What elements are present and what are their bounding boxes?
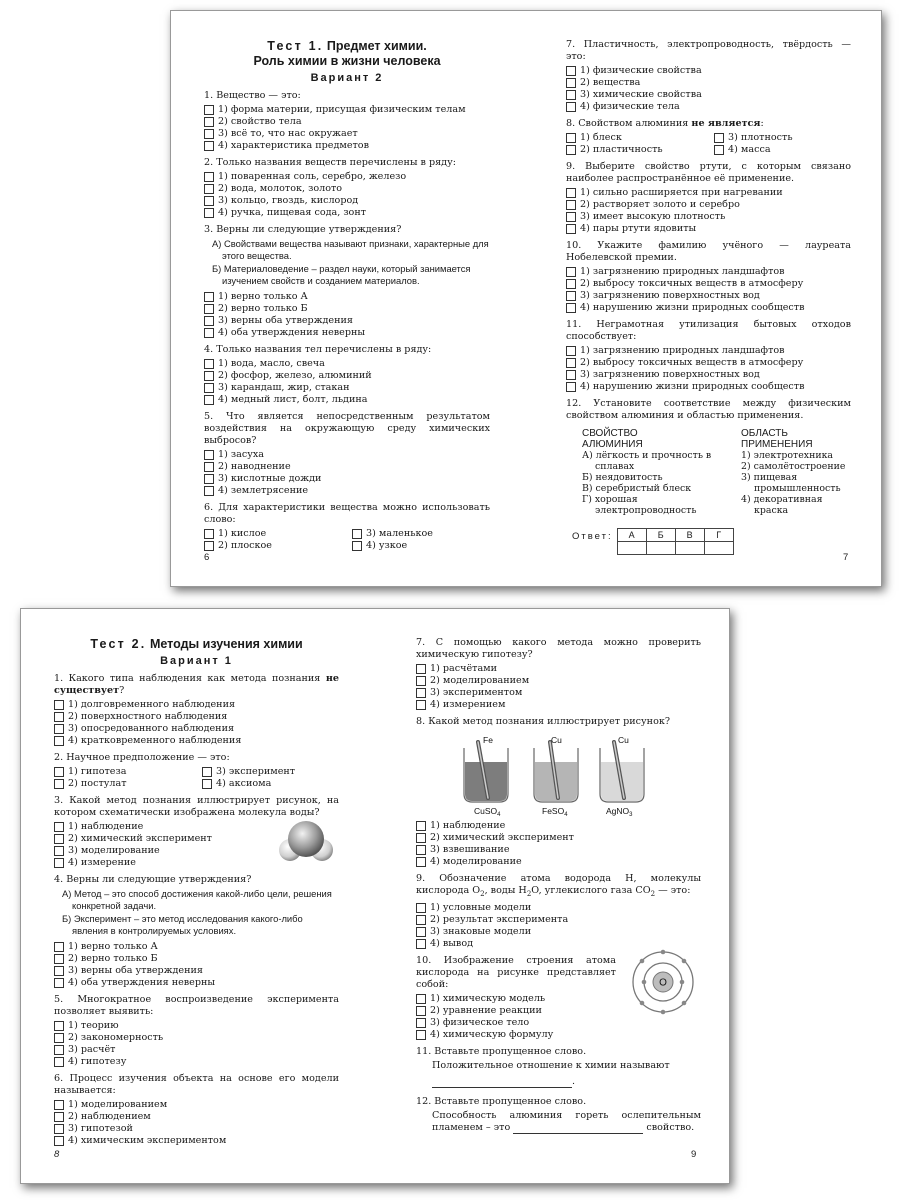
test1-spread	[170, 10, 882, 587]
checkbox[interactable]	[54, 767, 64, 777]
matching-item: А) лёгкость и прочность в сплавах	[582, 450, 712, 472]
checkbox[interactable]	[416, 1030, 426, 1040]
t1-question-5: 5. Что является непосредственным результатом воздействия на окружающую среду химических выбросов? 1) засуха 2) наводнение 3) кислотные дожди 4) землетрясение	[204, 411, 490, 496]
answer-option[interactable]: 1) химическую модель	[416, 993, 701, 1005]
checkbox[interactable]	[204, 371, 214, 381]
answer-cell[interactable]	[646, 542, 675, 555]
answer-option[interactable]: 1) блеск	[566, 132, 714, 144]
answer-col-header: Б	[646, 529, 675, 542]
checkbox[interactable]	[54, 1112, 64, 1122]
matching-item: Б) неядовитость	[582, 472, 663, 483]
answer-option[interactable]: 1) поваренная соль, серебро, железо	[204, 171, 490, 183]
answer-option[interactable]: 2) фосфор, железо, алюминий	[204, 370, 490, 382]
checkbox[interactable]	[566, 370, 576, 380]
t1-question-7: 7. Пластичность, электропроводность, твёрдость — это: 1) физические свойства 2) вещества 3) химические свойства 4) физические тела	[566, 39, 851, 112]
answer-option[interactable]: 2) постулат	[54, 778, 202, 790]
checkbox[interactable]	[54, 736, 64, 746]
answer-option[interactable]: 3) моделирование	[54, 845, 339, 857]
matching-item: В) серебристый блеск	[582, 483, 692, 494]
matching-right-header: ОБЛАСТЬ ПРИМЕНЕНИЯ	[741, 428, 813, 450]
checkbox[interactable]	[204, 450, 214, 460]
answer-option[interactable]: 2) выбросу токсичных веществ в атмосферу	[566, 357, 851, 369]
solution-label: CuSO$_4$	[474, 806, 501, 818]
answer-cell[interactable]	[617, 542, 646, 555]
checkbox[interactable]	[54, 1021, 64, 1031]
checkbox[interactable]	[54, 954, 64, 964]
beakers-illustration	[416, 732, 701, 818]
t2-question-12: 12. Вставьте пропущенное слово. Способность алюминия гореть ослепительным пламенем – это свойство.	[416, 1095, 701, 1133]
answer-option[interactable]: 4) землетрясение	[204, 485, 490, 497]
test1-variant: Вариант 2	[310, 72, 384, 84]
answer-option[interactable]: 1) верно только А	[54, 941, 339, 953]
checkbox[interactable]	[204, 328, 214, 338]
t2-question-4: 4. Верны ли следующие утверждения? А) Метод – это способ достижения какой-либо цели, решения конкретной задачи. Б) Эксперимент – это метод исследования какого-либо явления в контролируемых условиях. 1) верно только А 2) верно только Б 3) верны оба утверждения 4) оба утверждения неверны	[54, 874, 339, 989]
checkbox[interactable]	[566, 90, 576, 100]
matching-table	[582, 428, 851, 516]
checkbox[interactable]	[54, 1124, 64, 1134]
checkbox[interactable]	[566, 291, 576, 301]
answer-option[interactable]: 4) химическую формулу	[416, 1029, 701, 1041]
answer-option[interactable]: 2) свойство тела	[204, 116, 490, 128]
checkbox[interactable]	[54, 846, 64, 856]
checkbox[interactable]	[204, 292, 214, 302]
checkbox[interactable]	[566, 66, 576, 76]
water-molecule-icon	[276, 817, 336, 865]
answer-grid	[572, 528, 851, 555]
answer-option[interactable]: 2) плоское	[204, 540, 352, 552]
answer-option[interactable]: 3) плотность	[714, 132, 851, 144]
answer-label: Ответ:	[572, 531, 613, 542]
t1-question-8: 8. Свойством алюминия не является: 1) блеск 3) плотность 2) пластичность 4) масса	[566, 118, 851, 156]
statement-a: А) Метод – это способ достижения какой-либо цели, решения конкретной задачи.	[62, 888, 332, 911]
answer-option[interactable]: 4) измерением	[416, 699, 701, 711]
fill-in-sentence: Способность алюминия гореть ослепительным пламенем – это свойство.	[432, 1109, 701, 1133]
answer-option[interactable]: 3) загрязнению поверхностных вод	[566, 290, 851, 302]
t1-question-12: 12. Установите соответствие между физическим свойством алюминия и областью применения. СВОЙСТВО АЛЮМИНИЯ ОБЛАСТЬ ПРИМЕНЕНИЯ А) лёгкость и прочность в сплавах Б) неядовитость В) серебристый блеск Г) хорошая электропроводность 1) электротехника 2) самолётостроение 3) пищевая промышленность 4) декоративная краска Ответ: А Б В Г	[566, 398, 851, 555]
solution-label: FeSO$_4$	[542, 806, 568, 818]
answer-option[interactable]: 2) результат эксперимента	[416, 914, 701, 926]
beaker-icon	[600, 742, 644, 802]
answer-option[interactable]: 4) кратковременного наблюдения	[54, 735, 339, 747]
checkbox[interactable]	[416, 676, 426, 686]
answer-option[interactable]: 1) сильно расширяется при нагревании	[566, 187, 851, 199]
answer-option[interactable]: 2) моделированием	[416, 675, 701, 687]
answer-option[interactable]: 3) загрязнению поверхностных вод	[566, 369, 851, 381]
checkbox[interactable]	[204, 474, 214, 484]
metal-label: Cu	[551, 735, 562, 745]
test2-left-column	[54, 637, 339, 1152]
answer-option[interactable]: 1) долговременного наблюдения	[54, 699, 339, 711]
checkbox[interactable]	[204, 117, 214, 127]
answer-option[interactable]: 3) химические свойства	[566, 89, 851, 101]
matching-right-items	[741, 450, 851, 516]
answer-option[interactable]: 1) наблюдение	[416, 820, 701, 832]
page-number: 8	[54, 1149, 60, 1160]
checkbox[interactable]	[416, 664, 426, 674]
answer-option[interactable]: 4) ручка, пищевая сода, зонт	[204, 207, 490, 219]
fill-in-sentence: Положительное отношение к химии называют .	[432, 1059, 670, 1087]
matching-item: 2) самолётостроение	[741, 461, 846, 472]
checkbox[interactable]	[202, 767, 212, 777]
answer-option[interactable]: 4) характеристика предметов	[204, 140, 490, 152]
t2-question-6: 6. Процесс изучения объекта на основе его модели называется: 1) моделированием 2) наблюдением 3) гипотезой 4) химическим экспериментом	[54, 1073, 339, 1146]
checkbox[interactable]	[566, 279, 576, 289]
answer-option[interactable]: 3) имеет высокую плотность	[566, 211, 851, 223]
checkbox[interactable]	[54, 779, 64, 789]
checkbox[interactable]	[566, 358, 576, 368]
checkbox[interactable]	[204, 462, 214, 472]
checkbox[interactable]	[416, 700, 426, 710]
checkbox[interactable]	[566, 188, 576, 198]
page-number: 9	[691, 1149, 697, 1160]
checkbox[interactable]	[566, 102, 576, 112]
test1-left-column	[204, 39, 490, 557]
checkbox[interactable]	[566, 267, 576, 277]
checkbox[interactable]	[714, 133, 724, 143]
checkbox[interactable]	[204, 486, 214, 496]
answer-option[interactable]: 1) гипотеза	[54, 766, 202, 778]
answer-option[interactable]: 2) уравнение реакции	[416, 1005, 701, 1017]
oxygen-atom-icon	[630, 949, 696, 1015]
t1-question-10: 10. Укажите фамилию учёного — лауреата Нобелевской премии. 1) загрязнению природных ландшафтов 2) выбросу токсичных веществ в атмосферу 3) загрязнению поверхностных вод 4) нарушению жизни природных сообществ	[566, 240, 851, 313]
checkbox[interactable]	[566, 133, 576, 143]
answer-option[interactable]: 4) масса	[714, 144, 851, 156]
t2-question-1: 1. Какого типа наблюдения как метода познания не существует? 1) долговременного наблюдения 2) поверхностного наблюдения 3) опосредованного наблюдения 4) кратковременного наблюдения	[54, 673, 339, 746]
answer-option[interactable]: 4) физические тела	[566, 101, 851, 113]
t2-question-9: 9. Обозначение атома водорода H, молекулы кислорода $O_2$, воды $H_2O$, углекислого газа $CO_2$ — это: 1) условные модели 2) результат эксперимента 3) знаковые модели 4) вывод	[416, 873, 701, 949]
answer-option[interactable]: 4) вывод	[416, 938, 701, 950]
checkbox[interactable]	[566, 346, 576, 356]
answer-option[interactable]: 3) эксперимент	[202, 766, 339, 778]
checkbox[interactable]	[416, 845, 426, 855]
test2-title: Тест 2. Методы изучения химии	[90, 637, 303, 651]
answer-option[interactable]: 4) пары ртути ядовиты	[566, 223, 851, 235]
beaker-icon	[464, 742, 508, 802]
checkbox[interactable]	[714, 145, 724, 155]
answer-option[interactable]: 4) нарушению жизни природных сообществ	[566, 381, 851, 393]
checkbox[interactable]	[566, 145, 576, 155]
answer-cell[interactable]	[675, 542, 704, 555]
answer-option[interactable]: 3) физическое тело	[416, 1017, 701, 1029]
t1-question-9: 9. Выберите свойство ртути, с которым связано наиболее распространённое её применение. 1) сильно расширяется при нагревании 2) растворяет золото и серебро 3) имеет высокую плотность 4) пары ртути ядовиты	[566, 161, 851, 234]
answer-option[interactable]: 1) условные модели	[416, 902, 701, 914]
nucleus-label: O	[659, 977, 667, 989]
checkbox[interactable]	[204, 184, 214, 194]
statement-b: Б) Материаловедение – раздел науки, который занимается изучением свойств и созданием материалов.	[212, 263, 471, 286]
answer-option[interactable]: 1) форма материи, присущая физическим телам	[204, 104, 490, 116]
answer-option[interactable]: 4) медный лист, болт, льдина	[204, 394, 490, 406]
t1-question-4: 4. Только названия тел перечислены в ряду: 1) вода, масло, свеча 2) фосфор, железо, алюминий 3) карандаш, жир, стакан 4) медный лист, болт, льдина	[204, 344, 490, 406]
checkbox[interactable]	[566, 224, 576, 234]
checkbox[interactable]	[566, 212, 576, 222]
checkbox[interactable]	[54, 822, 64, 832]
test2-variant: Вариант 1	[160, 655, 233, 667]
metal-label: Fe	[483, 735, 493, 745]
blank-input[interactable]	[432, 1078, 572, 1088]
checkbox[interactable]	[416, 857, 426, 867]
checkbox[interactable]	[202, 779, 212, 789]
checkbox[interactable]	[416, 915, 426, 925]
answer-option[interactable]: 3) кольцо, гвоздь, кислород	[204, 195, 490, 207]
answer-option[interactable]: 1) наблюдение	[54, 821, 339, 833]
matching-item: 4) декоративная краска	[741, 494, 823, 516]
answer-option[interactable]: 3) экспериментом	[416, 687, 701, 699]
checkbox[interactable]	[204, 304, 214, 314]
checkbox[interactable]	[204, 316, 214, 326]
answer-option[interactable]: 2) пластичность	[566, 144, 714, 156]
checkbox[interactable]	[204, 208, 214, 218]
test1-right-column	[566, 39, 851, 560]
checkbox[interactable]	[352, 529, 362, 539]
t1-question-3: 3. Верны ли следующие утверждения? А) Свойствами вещества называют признаки, характерные для этого вещества. Б) Материаловедение – раздел науки, который занимается изучением свойств и созданием материалов. 1) верно только А 2) верно только Б 3) верны оба утверждения 4) оба утверждения неверны	[204, 224, 489, 338]
answer-option[interactable]: 3) верны оба утверждения	[204, 315, 490, 327]
test2-spread	[20, 608, 730, 1184]
answer-option[interactable]: 2) вода, молоток, золото	[204, 183, 490, 195]
checkbox[interactable]	[416, 833, 426, 843]
answer-option[interactable]: 3) кислотные дожди	[204, 473, 490, 485]
checkbox[interactable]	[204, 529, 214, 539]
checkbox[interactable]	[416, 939, 426, 949]
answer-option[interactable]: 1) расчётами	[416, 663, 701, 675]
checkbox[interactable]	[54, 712, 64, 722]
statement-b: Б) Эксперимент – это метод исследования какого-либо явления в контролируемых условиях.	[62, 913, 303, 936]
checkbox[interactable]	[416, 1006, 426, 1016]
answer-option[interactable]: 4) химическим экспериментом	[54, 1135, 339, 1147]
answer-option[interactable]: 3) знаковые модели	[416, 926, 701, 938]
checkbox[interactable]	[204, 395, 214, 405]
t2-question-11: 11. Вставьте пропущенное слово. Положительное отношение к химии называют .	[416, 1046, 701, 1088]
answer-col-header: Г	[704, 529, 733, 542]
answer-option[interactable]: 2) поверхностного наблюдения	[54, 711, 339, 723]
checkbox[interactable]	[566, 303, 576, 313]
test1-title: Тест 1. Предмет химии. Роль химии в жизни человека	[253, 39, 441, 68]
t2-question-8: 8. Какой метод познания иллюстрирует рисунок? Fe Cu Cu CuSO$_4$ FeSO$_4$ AgNO$_3$ 1) наблюдение 2) химический эксперимент 3) взвешивание 4) моделирование	[416, 716, 701, 868]
t1-question-2: 2. Только названия веществ перечислены в ряду: 1) поваренная соль, серебро, железо 2) вода, молоток, золото 3) кольцо, гвоздь, кислород 4) ручка, пищевая сода, зонт	[204, 157, 490, 219]
metal-label: Cu	[618, 735, 629, 745]
answer-option[interactable]: 2) химический эксперимент	[416, 832, 701, 844]
checkbox[interactable]	[416, 688, 426, 698]
checkbox[interactable]	[566, 382, 576, 392]
solution-label: AgNO$_3$	[606, 806, 633, 818]
answer-option[interactable]: 2) растворяет золото и серебро	[566, 199, 851, 211]
t1-question-6: 6. Для характеристики вещества можно использовать слово: 1) кислое 3) маленькое 2) плоское 4) узкое	[204, 502, 490, 551]
checkbox[interactable]	[54, 1033, 64, 1043]
checkbox[interactable]	[54, 966, 64, 976]
checkbox[interactable]	[204, 383, 214, 393]
answer-option[interactable]: 3) карандаш, жир, стакан	[204, 382, 490, 394]
checkbox[interactable]	[54, 834, 64, 844]
answer-cell[interactable]	[704, 542, 733, 555]
answer-option[interactable]: 4) аксиома	[202, 778, 339, 790]
answer-option[interactable]: 2) верно только Б	[54, 953, 339, 965]
answer-option[interactable]: 2) химический эксперимент	[54, 833, 339, 845]
test2-right-column	[416, 637, 701, 1139]
matching-item: 1) электротехника	[741, 450, 834, 461]
answer-option[interactable]: 2) выбросу токсичных веществ в атмосферу	[566, 278, 851, 290]
answer-option[interactable]: 1) загрязнению природных ландшафтов	[566, 266, 851, 278]
beaker-icon	[534, 742, 578, 802]
answer-option[interactable]: 4) гипотезу	[54, 1056, 339, 1068]
checkbox[interactable]	[204, 172, 214, 182]
answer-col-header: А	[617, 529, 646, 542]
matching-item: 3) пищевая промышленность	[741, 472, 841, 494]
checkbox[interactable]	[54, 978, 64, 988]
answer-option[interactable]: 3) расчёт	[54, 1044, 339, 1056]
t2-question-2: 2. Научное предположение — это: 1) гипотеза 3) эксперимент 2) постулат 4) аксиома	[54, 752, 339, 790]
checkbox[interactable]	[54, 1100, 64, 1110]
answer-table	[617, 528, 734, 555]
checkbox[interactable]	[54, 942, 64, 952]
answer-option[interactable]: 1) засуха	[204, 449, 490, 461]
checkbox[interactable]	[352, 541, 362, 551]
checkbox[interactable]	[54, 1045, 64, 1055]
t1-question-1: 1. Вещество — это: 1) форма материи, присущая физическим телам 2) свойство тела 3) всё то, что нас окружает 4) характеристика предметов	[204, 90, 490, 152]
checkbox[interactable]	[54, 1057, 64, 1067]
t2-question-5: 5. Многократное воспроизведение эксперимента позволяет выявить: 1) теорию 2) закономерность 3) расчёт 4) гипотезу	[54, 994, 339, 1067]
answer-option[interactable]: 3) опосредованного наблюдения	[54, 723, 339, 735]
t1-question-11: 11. Неграмотная утилизация бытовых отходов способствует: 1) загрязнению природных ландшафтов 2) выбросу токсичных веществ в атмосферу 3) загрязнению поверхностных вод 4) нарушению жизни природных сообществ	[566, 319, 851, 392]
answer-option[interactable]: 4) узкое	[352, 540, 490, 552]
matching-left-items	[582, 450, 737, 516]
answer-option[interactable]: 2) наблюдением	[54, 1111, 339, 1123]
matching-left-header: СВОЙСТВО АЛЮМИНИЯ	[582, 428, 643, 450]
checkbox[interactable]	[204, 129, 214, 139]
blank-input[interactable]	[513, 1124, 643, 1134]
matching-item: Г) хорошая электропроводность	[582, 494, 697, 516]
checkbox[interactable]	[416, 903, 426, 913]
answer-option[interactable]: 4) оба утверждения неверны	[204, 327, 490, 339]
answer-option[interactable]: 1) теорию	[54, 1020, 339, 1032]
checkbox[interactable]	[54, 1136, 64, 1146]
answer-option[interactable]: 4) моделирование	[416, 856, 701, 868]
checkbox[interactable]	[416, 821, 426, 831]
checkbox[interactable]	[566, 78, 576, 88]
page-number: 7	[843, 552, 849, 563]
answer-option[interactable]: 1) загрязнению природных ландшафтов	[566, 345, 851, 357]
page-number: 6	[204, 552, 210, 563]
checkbox[interactable]	[54, 724, 64, 734]
t2-question-3: 3. Какой метод познания иллюстрирует рисунок, на котором схематически изображена молекула воды? 1) наблюдение 2) химический эксперимент 3) моделирование 4) измерение	[54, 795, 339, 868]
checkbox[interactable]	[416, 994, 426, 1004]
answer-option[interactable]: 4) измерение	[54, 857, 339, 869]
answer-option[interactable]: 2) наводнение	[204, 461, 490, 473]
answer-option[interactable]: 1) кислое	[204, 528, 352, 540]
checkbox[interactable]	[54, 858, 64, 868]
answer-option[interactable]: 3) взвешивание	[416, 844, 701, 856]
checkbox[interactable]	[54, 700, 64, 710]
t2-question-7: 7. С помощью какого метода можно проверить химическую гипотезу? 1) расчётами 2) моделированием 3) экспериментом 4) измерением	[416, 637, 701, 710]
answer-option[interactable]: 1) верно только А	[204, 291, 490, 303]
answer-option[interactable]: 2) закономерность	[54, 1032, 339, 1044]
checkbox[interactable]	[566, 200, 576, 210]
checkbox[interactable]	[204, 141, 214, 151]
statement-a: А) Свойствами вещества называют признаки, характерные для этого вещества.	[212, 238, 489, 261]
answer-option[interactable]: 1) физические свойства	[566, 65, 851, 77]
checkbox[interactable]	[416, 927, 426, 937]
answer-option[interactable]: 4) оба утверждения неверны	[54, 977, 339, 989]
checkbox[interactable]	[204, 105, 214, 115]
answer-col-header: В	[675, 529, 704, 542]
answer-option[interactable]: 3) маленькое	[352, 528, 490, 540]
t2-question-10: 10. Изображение строения атома кислорода на рисунке представляет собой: 1) химическую модель 2) уравнение реакции 3) физическое тело 4) химическую формулу O	[416, 955, 701, 1041]
answer-option[interactable]: 3) гипотезой	[54, 1123, 339, 1135]
answer-option[interactable]: 1) вода, масло, свеча	[204, 358, 490, 370]
answer-option[interactable]: 3) всё то, что нас окружает	[204, 128, 490, 140]
answer-option[interactable]: 4) нарушению жизни природных сообществ	[566, 302, 851, 314]
checkbox[interactable]	[204, 359, 214, 369]
checkbox[interactable]	[204, 541, 214, 551]
answer-option[interactable]: 3) верны оба утверждения	[54, 965, 339, 977]
answer-option[interactable]: 1) моделированием	[54, 1099, 339, 1111]
answer-option[interactable]: 2) вещества	[566, 77, 851, 89]
checkbox[interactable]	[204, 196, 214, 206]
answer-option[interactable]: 2) верно только Б	[204, 303, 490, 315]
checkbox[interactable]	[416, 1018, 426, 1028]
